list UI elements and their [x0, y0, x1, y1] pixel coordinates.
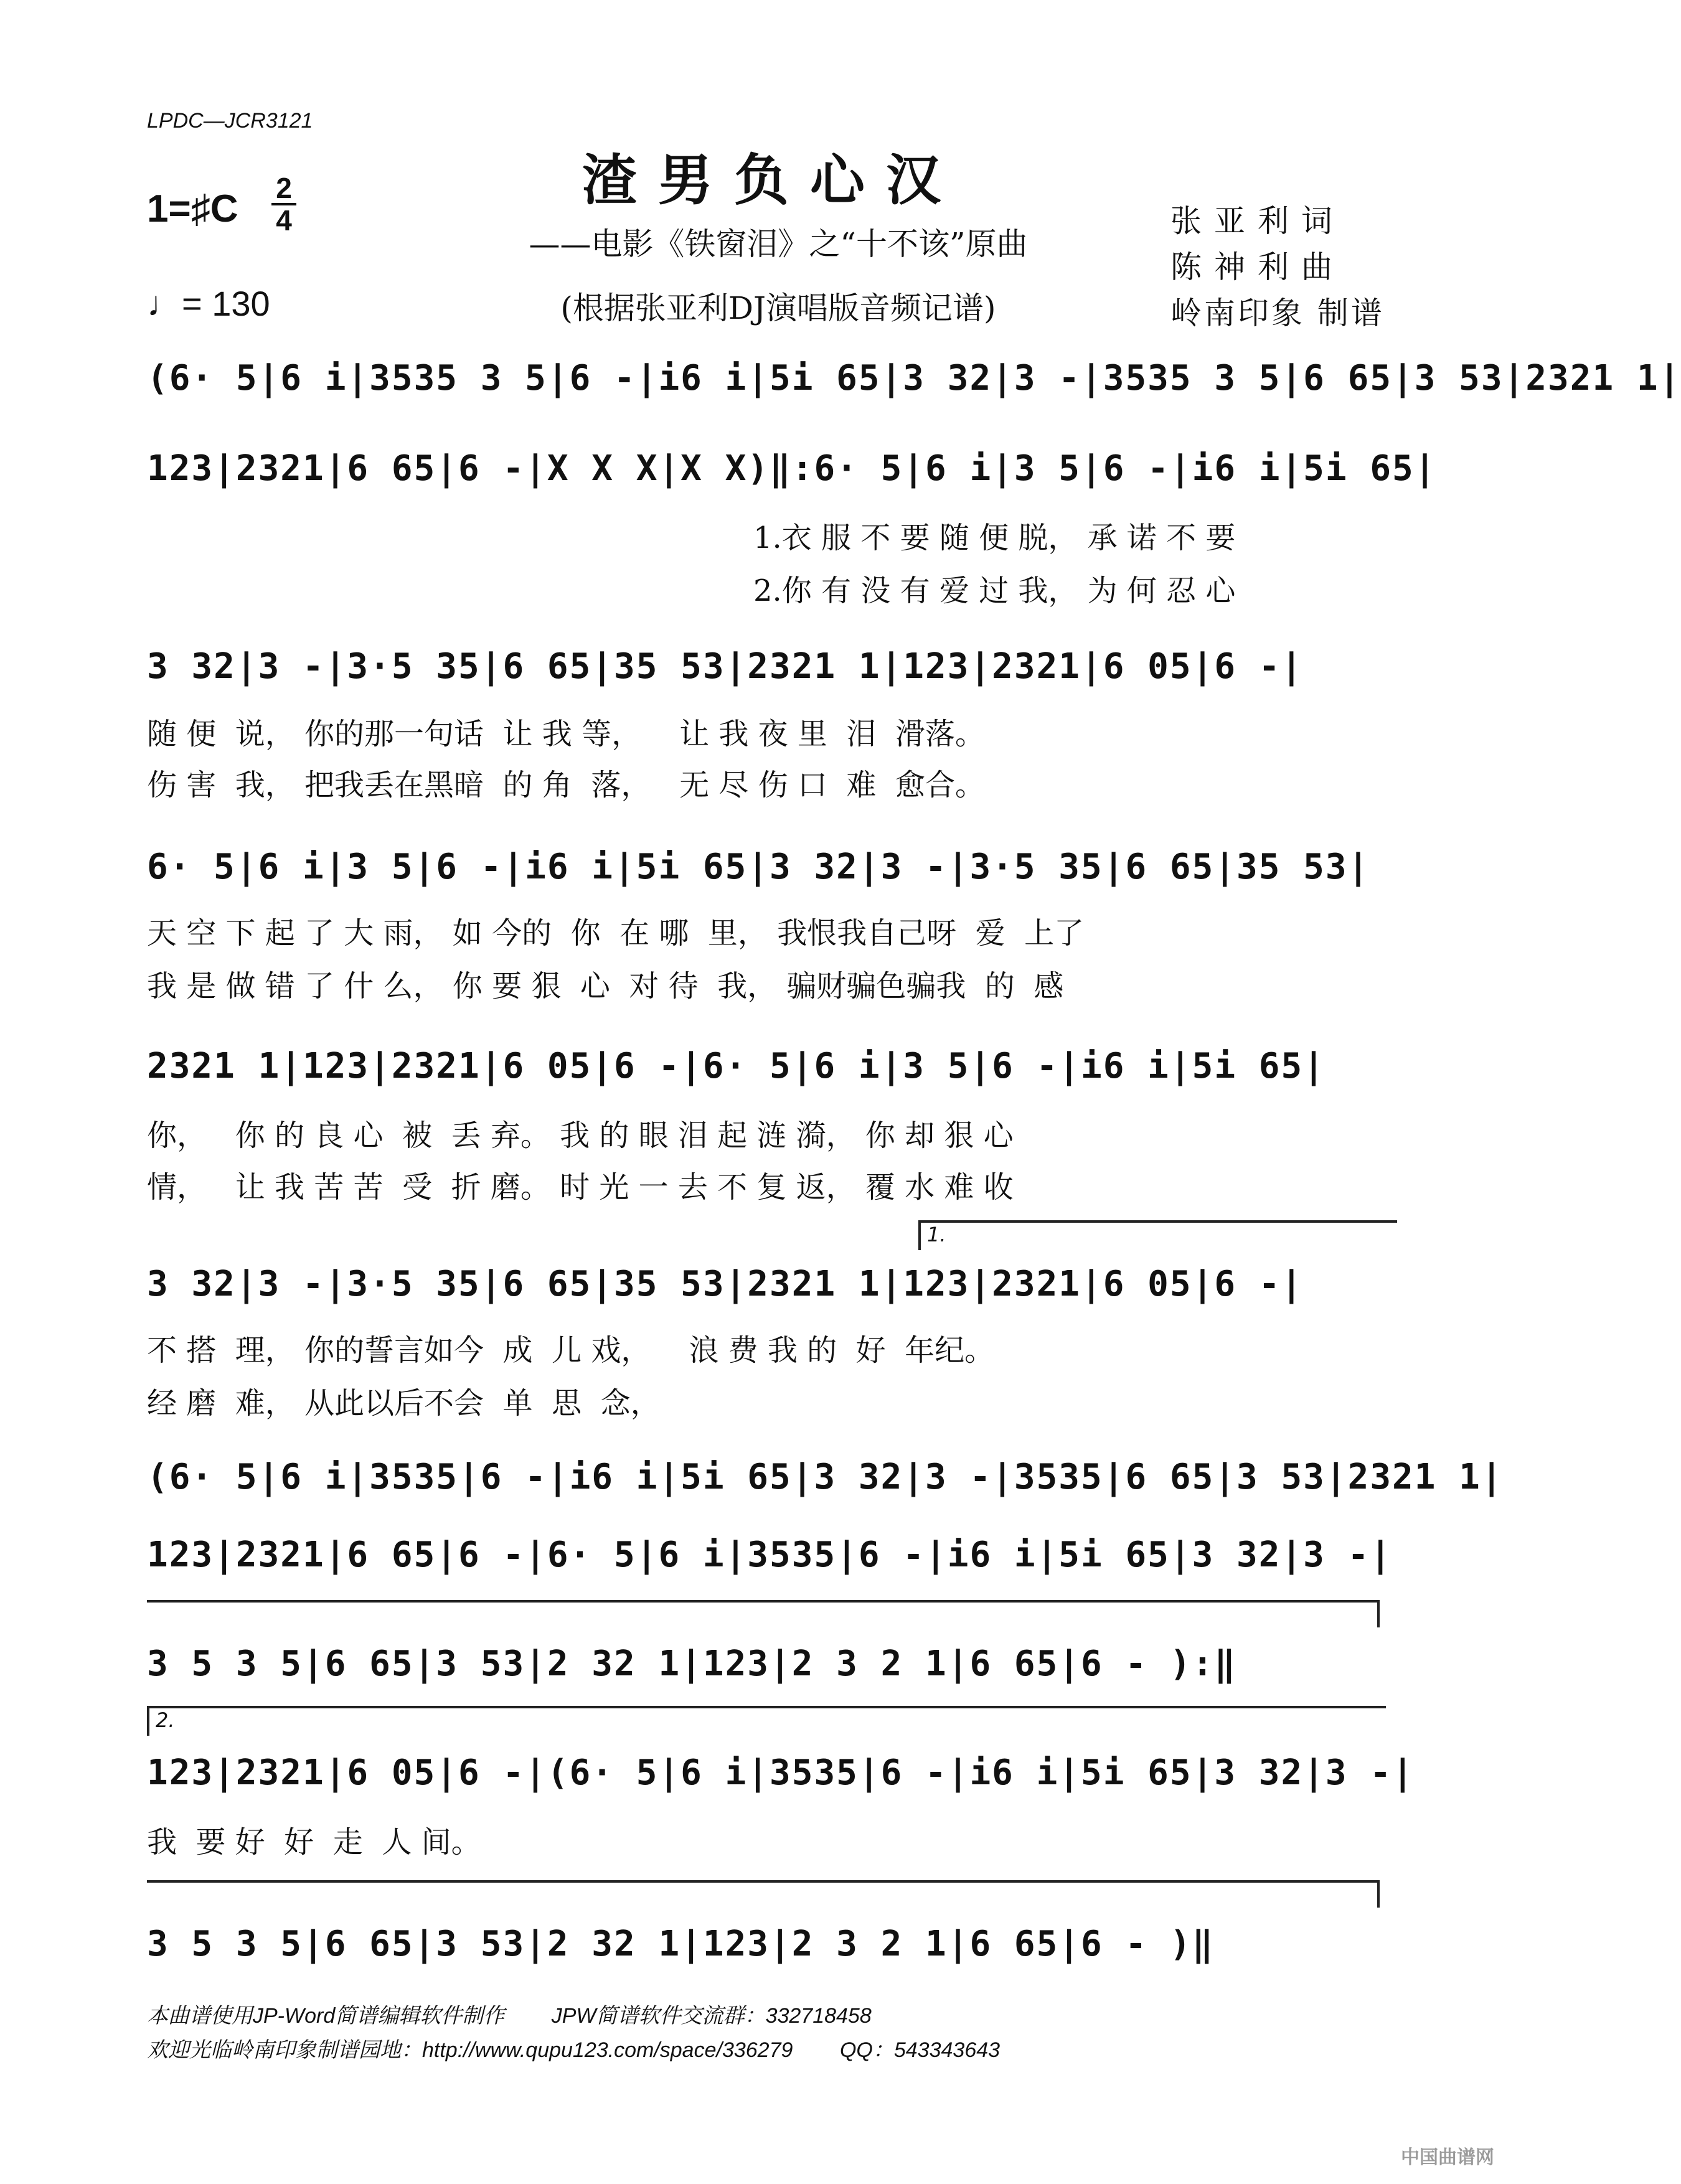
time-numerator: 2: [276, 172, 292, 204]
tempo-marking: ♩= 130: [147, 284, 270, 323]
footer-line-2: 欢迎光临岭南印象制谱园地：http://www.qupu123.com/space/336279 QQ：543343643: [147, 2038, 1001, 2062]
music-line-10: 123|2321|6 05|6 -|(6· 5|6 i|3535|6 -|i6 i|5i 65|3 32|3 -|: [147, 1753, 1415, 1793]
music-line-7: (6· 5|6 i|3535|6 -|i6 i|5i 65|3 32|3 -|3535|6 65|3 53|2321 1|: [147, 1457, 1504, 1497]
transcription-note: (根据张亚利DJ演唱版音频记谱): [560, 290, 996, 326]
lyric-v1-line2: 随 便 说， 你的那一句话 让 我 等， 让 我 夜 里 泪 滑落。: [147, 717, 985, 751]
lyric-coda: 我 要 好 好 走 人 间。: [147, 1825, 481, 1860]
composer: 陈神利曲: [1170, 249, 1345, 285]
song-title: 渣男负心汉: [582, 148, 962, 212]
lyric-v1-line1: 1.衣 服 不 要 随 便 脱， 承 诺 不 要: [753, 520, 1236, 555]
music-line-9: 3 5 3 5|6 65|3 53|2 32 1|123|2 3 2 1|6 65|6 - ):‖: [147, 1644, 1237, 1684]
lyric-v1-line3: 天 空 下 起 了 大 雨， 如 今的 你 在 哪 里， 我恨我自己呀 爱 上了: [147, 916, 1085, 951]
song-subtitle: ——电影《铁窗泪》之“十不该”原曲: [529, 226, 1028, 262]
credits: [1170, 198, 1385, 336]
lyric-v1-line5: 不 搭 理， 你的誓言如今 成 儿 戏， 浪 费 我 的 好 年纪。: [147, 1333, 995, 1368]
music-line-5: 2321 1|123|2321|6 05|6 -|6· 5|6 i|3 5|6 -|i6 i|5i 65|: [147, 1046, 1325, 1086]
music-line-1: (6· 5|6 i|3535 3 5|6 -|i6 i|5i 65|3 32|3 -|3535 3 5|6 65|3 53|2321 1|: [147, 358, 1681, 398]
lyric-v2-line3: 我 是 做 错 了 什 么， 你 要 狠 心 对 待 我， 骗财骗色骗我 的 感: [147, 969, 1064, 1004]
music-line-6: 3 32|3 -|3·5 35|6 65|35 53|2321 1|123|2321|6 05|6 -|: [147, 1264, 1304, 1304]
volta-first: 1.: [918, 1220, 1397, 1250]
music-line-4: 6· 5|6 i|3 5|6 -|i6 i|5i 65|3 32|3 -|3·5 35|6 65|35 53|: [147, 847, 1370, 887]
key-signature: 1=♯C: [147, 187, 238, 230]
lyric-v2-line4: 情， 让 我 苦 苦 受 折 磨。 时 光 一 去 不 复 返， 覆 水 难 收: [147, 1170, 1014, 1205]
document-code: LPDC—JCR3121: [147, 109, 313, 133]
music-line-2: 123|2321|6 65|6 -|X X X|X X)‖:6· 5|6 i|3 5|6 -|i6 i|5i 65|: [147, 448, 1437, 489]
repeat-bracket: [147, 1600, 1380, 1627]
time-denominator: 4: [276, 204, 292, 237]
watermark-logo: 中国曲谱网: [1401, 2147, 1494, 2168]
music-line-11: 3 5 3 5|6 65|3 53|2 32 1|123|2 3 2 1|6 65|6 - )‖: [147, 1924, 1215, 1964]
lyric-v2-line1: 2.你 有 没 有 爱 过 我， 为 何 忍 心: [753, 573, 1236, 608]
lyric-v2-line5: 经 磨 难， 从此以后不会 单 思 念，: [147, 1386, 661, 1421]
final-bracket: [147, 1880, 1380, 1908]
time-signature: [271, 172, 296, 237]
footer-line-1: 本曲谱使用JP-Word简谱编辑软件制作 JPW简谱软件交流群：332718458: [147, 2004, 872, 2028]
lyric-v1-line4: 你， 你 的 良 心 被 丢 弃。 我 的 眼 泪 起 涟 漪， 你 却 狠 心: [147, 1118, 1014, 1153]
lyric-v2-line2: 伤 害 我， 把我丢在黑暗 的 角 落， 无 尽 伤 口 难 愈合。: [147, 768, 985, 803]
music-line-8: 123|2321|6 65|6 -|6· 5|6 i|3535|6 -|i6 i|5i 65|3 32|3 -|: [147, 1535, 1393, 1575]
volta-second: 2.: [147, 1706, 1386, 1736]
music-line-3: 3 32|3 -|3·5 35|6 65|35 53|2321 1|123|2321|6 05|6 -|: [147, 646, 1304, 687]
arranger: 岭南印象 制谱: [1170, 295, 1385, 331]
lyricist: 张亚利词: [1170, 203, 1345, 239]
